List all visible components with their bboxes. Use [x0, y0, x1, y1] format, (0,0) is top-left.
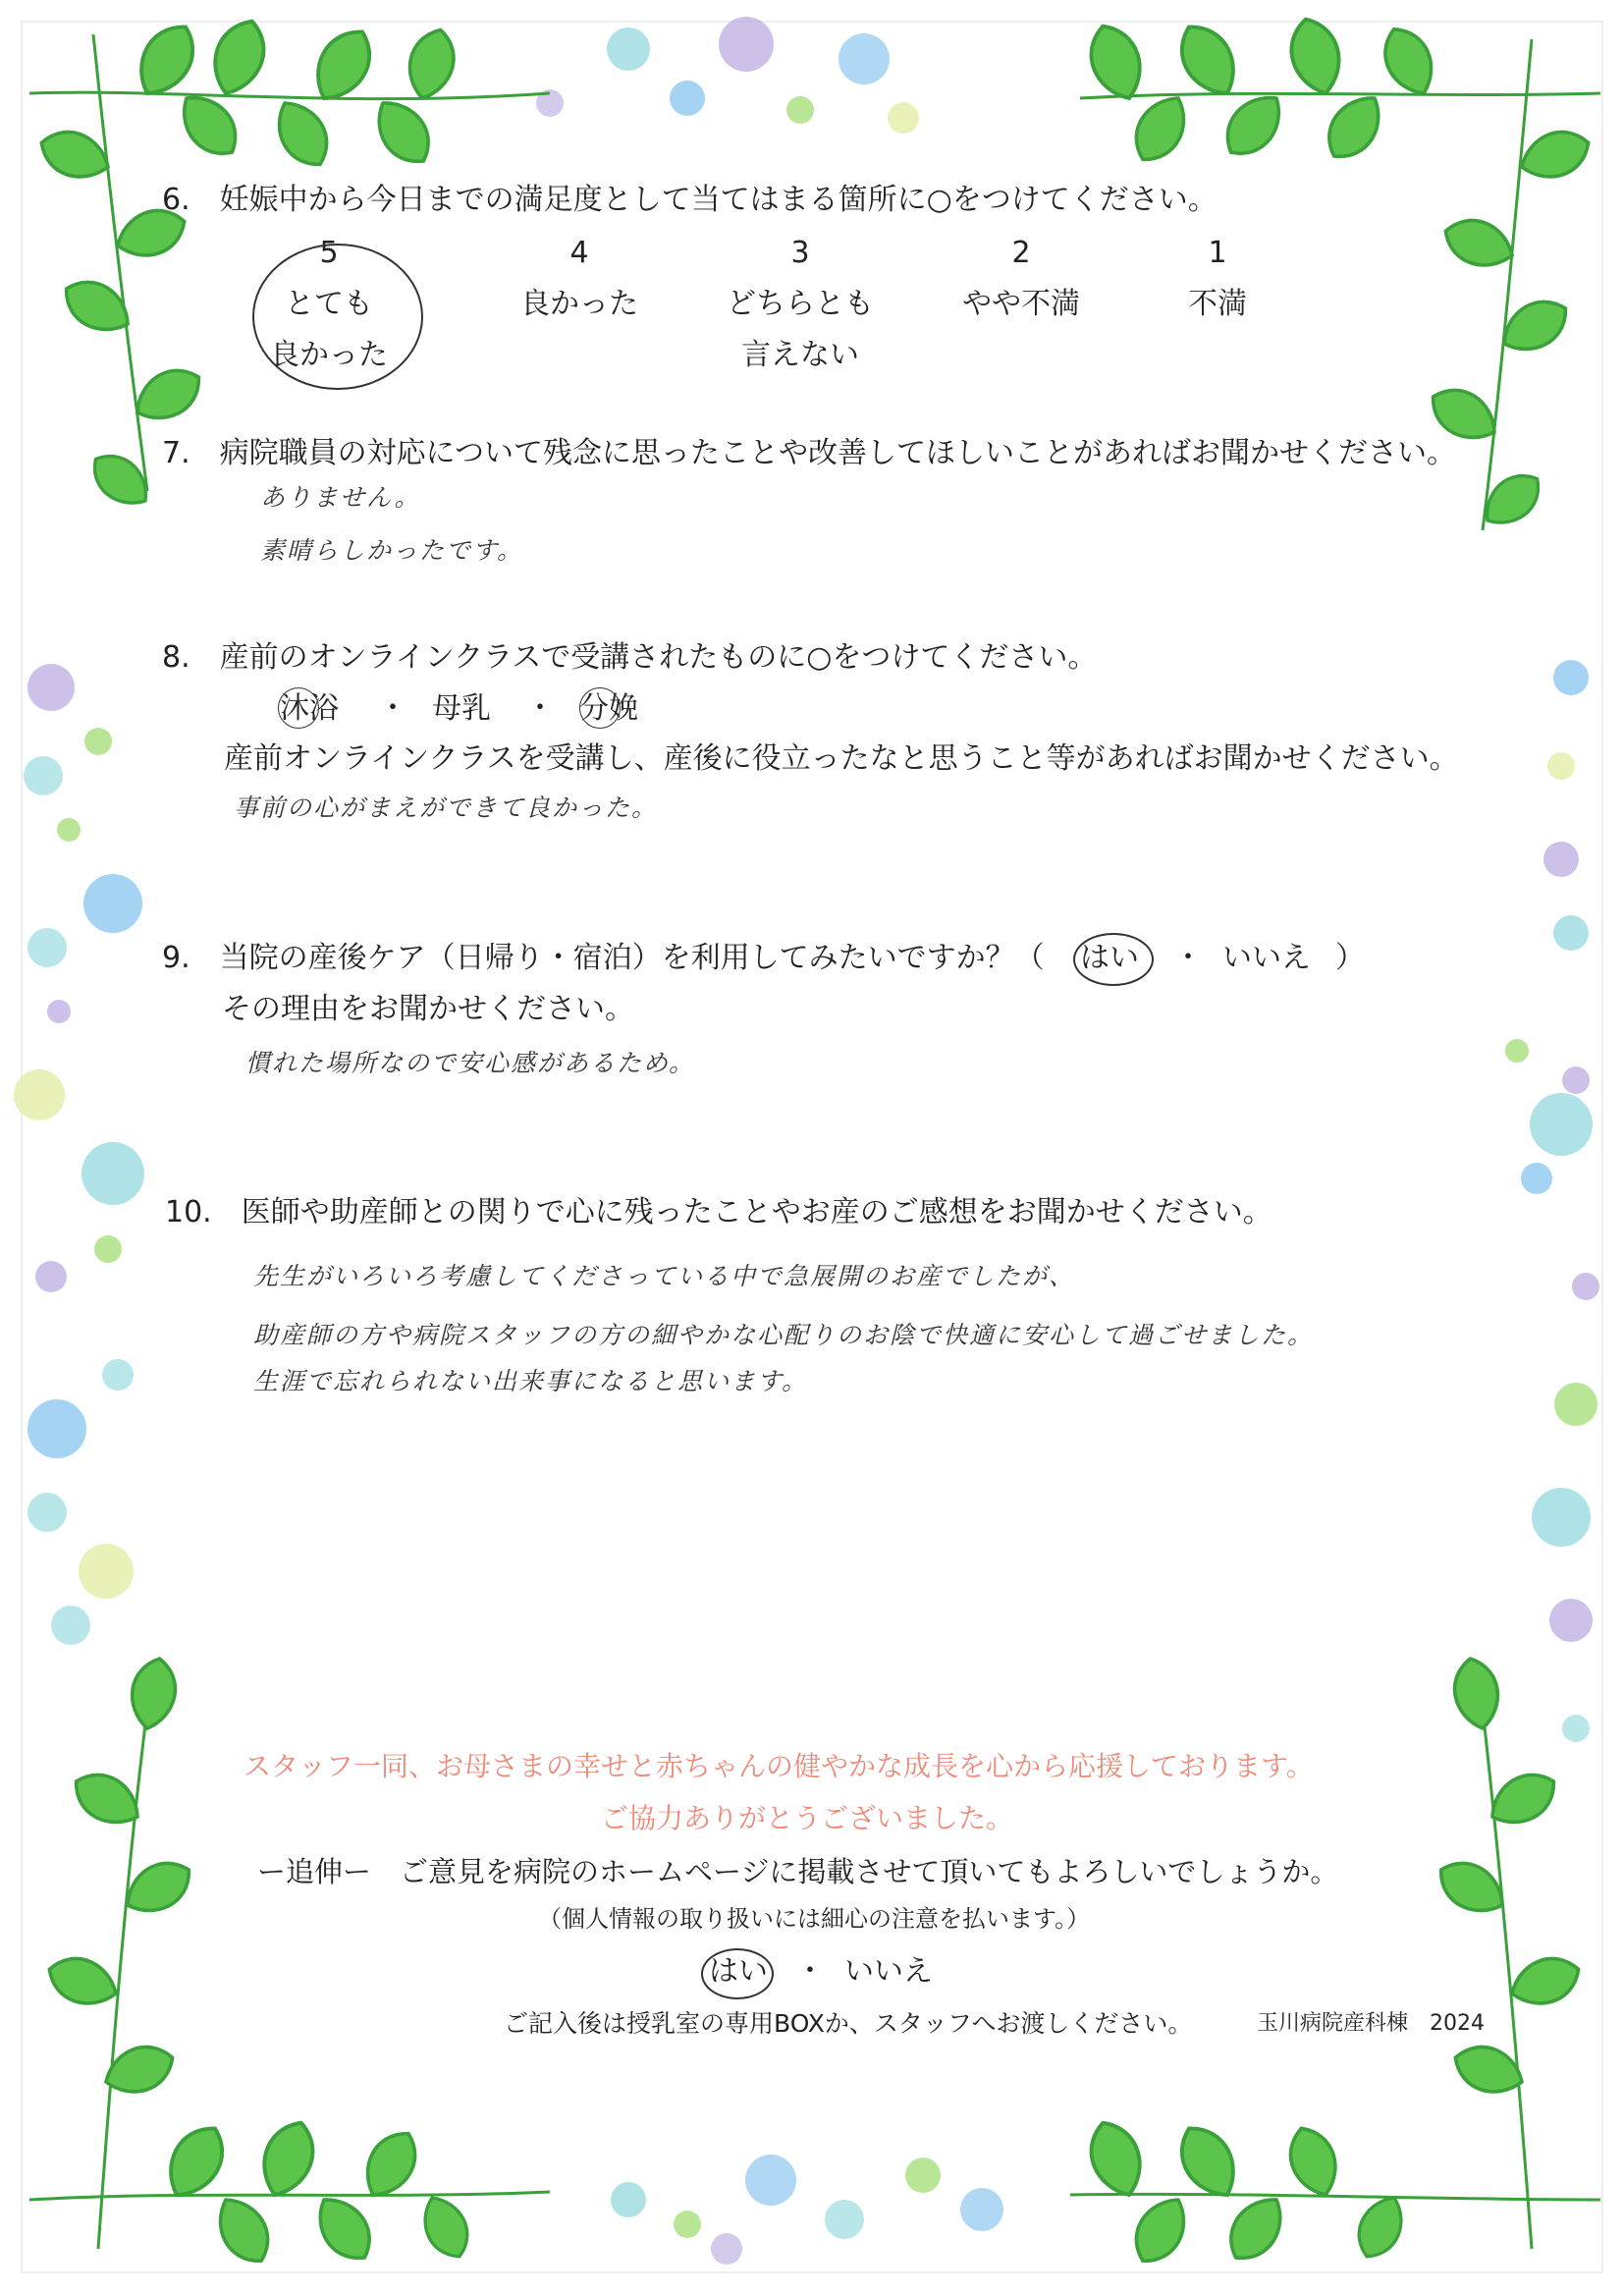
q9-yes[interactable]: はい — [1080, 941, 1139, 975]
q6-option-4[interactable] — [501, 228, 658, 330]
q7-answer-line1: ありません。 — [260, 483, 421, 512]
q10-question: 10. 医師や助産師との関りで心に残ったことやお産のご感想をお聞かせください。 — [165, 1195, 1272, 1229]
q10-answer-line1: 先生がいろいろ考慮してくださっている中で急展開のお産でしたが、 — [253, 1262, 1076, 1290]
q6-option-3-num: 3 — [790, 236, 810, 270]
q6-option-2-num: 2 — [1011, 236, 1031, 270]
q8-option-breastfeeding[interactable]: 母乳 — [432, 691, 491, 726]
q8-separator-2: ・ — [525, 691, 555, 726]
footer-privacy-note: （個人情報の取り扱いには細心の注意を払います。） — [538, 1905, 1091, 1933]
q8-sub-question: 産前オンラインクラスを受講し、産後に役立ったなと思うこと等があればお聞かせください。 — [224, 741, 1459, 776]
q6-option-1-num: 1 — [1208, 236, 1227, 270]
q9-yes-circle — [1073, 933, 1154, 986]
footer-message: スタッフ一同、お母さまの幸せと赤ちゃんの健やかな成長を心から応援しております。 — [244, 1750, 1314, 1782]
q10-answer-line2: 助産師の方や病院スタッフの方の細やかな心配りのお陰で快適に安心して過ごせました。 — [253, 1321, 1315, 1349]
q8-separator: ・ — [378, 691, 407, 726]
q8-option-delivery[interactable]: 分娩 — [579, 691, 638, 726]
footer-separator: ・ — [795, 1954, 825, 1989]
q6-option-4-label1: 良かった — [520, 287, 638, 321]
q10-answer-line3: 生涯で忘れられない出来事になると思います。 — [253, 1367, 809, 1395]
q6-option-3-label1: どちらとも — [727, 287, 874, 321]
q9-answer: 慣れた場所なので安心感があるため。 — [245, 1049, 696, 1077]
footer-instruction: ご記入後は授乳室の専用BOXか、スタッフへお渡しください。 — [504, 2009, 1193, 2038]
footer-yes[interactable]: はい — [709, 1954, 768, 1989]
q9-no[interactable]: いいえ — [1222, 941, 1311, 975]
q6-option-1[interactable] — [1159, 228, 1276, 330]
footer-postscript: ー追伸ー ご意見を病院のホームページに掲載させて頂いてもよろしいでしょうか。 — [257, 1855, 1339, 1888]
q6-option-3-label2: 言えない — [741, 338, 859, 372]
q9-close-paren: ） — [1335, 941, 1365, 975]
q8-bath-mark — [278, 687, 319, 729]
q6-option-4-num: 4 — [569, 236, 589, 270]
q8-delivery-mark — [579, 687, 621, 729]
footer-thanks: ご協力ありがとうございました。 — [601, 1802, 1014, 1834]
q8-option-bath[interactable]: 沐浴 — [280, 691, 339, 726]
footer-no[interactable]: いいえ — [844, 1954, 933, 1989]
q6-option-1-label1: 不満 — [1188, 287, 1247, 321]
q6-option-5-label1: とても — [285, 287, 373, 321]
q9-sub-question: その理由をお聞かせください。 — [222, 992, 634, 1026]
q9-question: 9. 当院の産後ケア（日帰り・宿泊）を利用してみたいですか？（ — [162, 941, 1045, 975]
q8-answer: 事前の心がまえができて良かった。 — [234, 793, 659, 822]
q8-question: 8. 産前のオンラインクラスで受講されたものに○をつけてください。 — [162, 640, 1098, 675]
q7-answer-line2: 素晴らしかったです。 — [260, 536, 524, 565]
footer-hospital: 玉川病院産科棟 2024 — [1257, 2011, 1485, 2036]
q6-option-5-label2: 良かった — [270, 338, 388, 372]
q6-selection-circle — [252, 244, 423, 390]
q6-option-2[interactable] — [943, 228, 1100, 330]
footer-yes-circle — [701, 1948, 774, 1999]
q6-option-5-num: 5 — [319, 236, 339, 270]
q7-question: 7. 病院職員の対応について残念に思ったことや改善してほしいことがあればお聞かせください。 — [162, 436, 1457, 470]
q6-option-3[interactable] — [717, 228, 884, 381]
q9-separator: ・ — [1173, 941, 1203, 975]
q6-question: 6. 妊娠中から今日までの満足度として当てはまる箇所に○をつけてください。 — [162, 183, 1218, 217]
q6-option-2-label1: やや不満 — [962, 287, 1080, 321]
